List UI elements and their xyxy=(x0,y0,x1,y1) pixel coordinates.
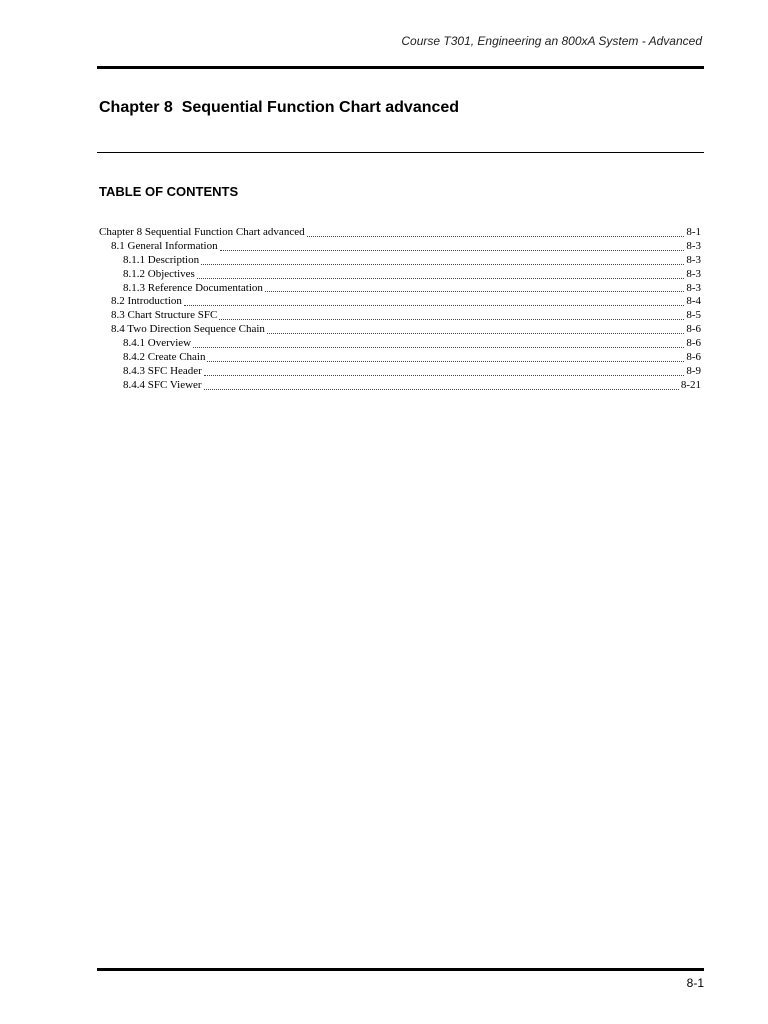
toc-leader xyxy=(204,389,679,390)
toc-heading: TABLE OF CONTENTS xyxy=(99,184,239,199)
toc-entry[interactable] xyxy=(99,379,701,393)
toc-entry[interactable] xyxy=(99,309,701,323)
toc-entry-label: 8.1.2 Objectives xyxy=(123,267,195,280)
toc-entry-page: 8-4 xyxy=(686,295,701,308)
toc-entry-label: 8.1 General Information xyxy=(111,239,218,252)
toc-entry[interactable] xyxy=(99,226,701,240)
header-rule xyxy=(97,66,704,69)
toc-leader xyxy=(193,347,684,348)
chapter-title: Chapter 8 Sequential Function Chart advanced xyxy=(99,99,460,116)
toc-leader xyxy=(220,250,685,251)
toc-entry-label: 8.2 Introduction xyxy=(111,295,182,308)
toc-entry[interactable] xyxy=(99,282,701,296)
course-header-text: Course T301, Engineering an 800xA System - Advanced xyxy=(401,34,702,48)
toc-entry-label: 8.4.4 SFC Viewer xyxy=(123,378,202,391)
toc-entry-label: 8.4 Two Direction Sequence Chain xyxy=(111,323,265,336)
toc-entry-page: 8-3 xyxy=(686,239,701,252)
footer-rule xyxy=(97,968,704,971)
footer-page-number: 8-1 xyxy=(686,976,704,990)
table-of-contents xyxy=(99,226,701,393)
toc-leader xyxy=(184,305,684,306)
chapter-rule xyxy=(97,152,704,153)
toc-entry-label: 8.4.2 Create Chain xyxy=(123,351,206,363)
toc-entry[interactable] xyxy=(99,365,701,379)
toc-entry-page: 8-3 xyxy=(686,267,701,280)
toc-leader xyxy=(201,264,684,265)
toc-leader xyxy=(197,278,685,279)
toc-leader xyxy=(219,319,684,320)
toc-entry[interactable] xyxy=(99,240,701,254)
toc-entry-label: 8.4.3 SFC Header xyxy=(123,364,202,377)
toc-leader xyxy=(204,375,685,376)
toc-entry-label: 8.4.1 Overview xyxy=(123,337,192,350)
toc-leader xyxy=(265,291,684,292)
toc-entry-label: 8.3 Chart Structure SFC xyxy=(111,309,218,322)
toc-entry[interactable] xyxy=(99,351,701,365)
toc-entry-page: 8-9 xyxy=(686,364,701,377)
toc-entry[interactable] xyxy=(99,254,701,268)
toc-entry-page: 8-6 xyxy=(686,351,701,363)
toc-entry-label: Chapter 8 Sequential Function Chart advanced xyxy=(99,225,305,238)
toc-leader xyxy=(267,333,684,334)
toc-entry[interactable] xyxy=(99,323,701,337)
toc-entry-page: 8-3 xyxy=(686,253,701,266)
toc-entry[interactable] xyxy=(99,268,701,282)
toc-leader xyxy=(207,361,684,362)
toc-entry-page: 8-5 xyxy=(686,309,701,322)
toc-entry-page: 8-1 xyxy=(686,225,701,238)
toc-entry-label: 8.1.1 Description xyxy=(123,253,200,266)
toc-leader xyxy=(307,236,685,237)
toc-entry[interactable] xyxy=(99,295,701,309)
toc-entry-page: 8-6 xyxy=(686,337,701,350)
toc-entry-page: 8-3 xyxy=(686,281,701,294)
toc-entry-page: 8-6 xyxy=(686,323,701,336)
toc-entry[interactable] xyxy=(99,337,701,351)
toc-entry-label: 8.1.3 Reference Documentation xyxy=(123,281,263,294)
toc-entry-page: 8-21 xyxy=(680,378,701,391)
